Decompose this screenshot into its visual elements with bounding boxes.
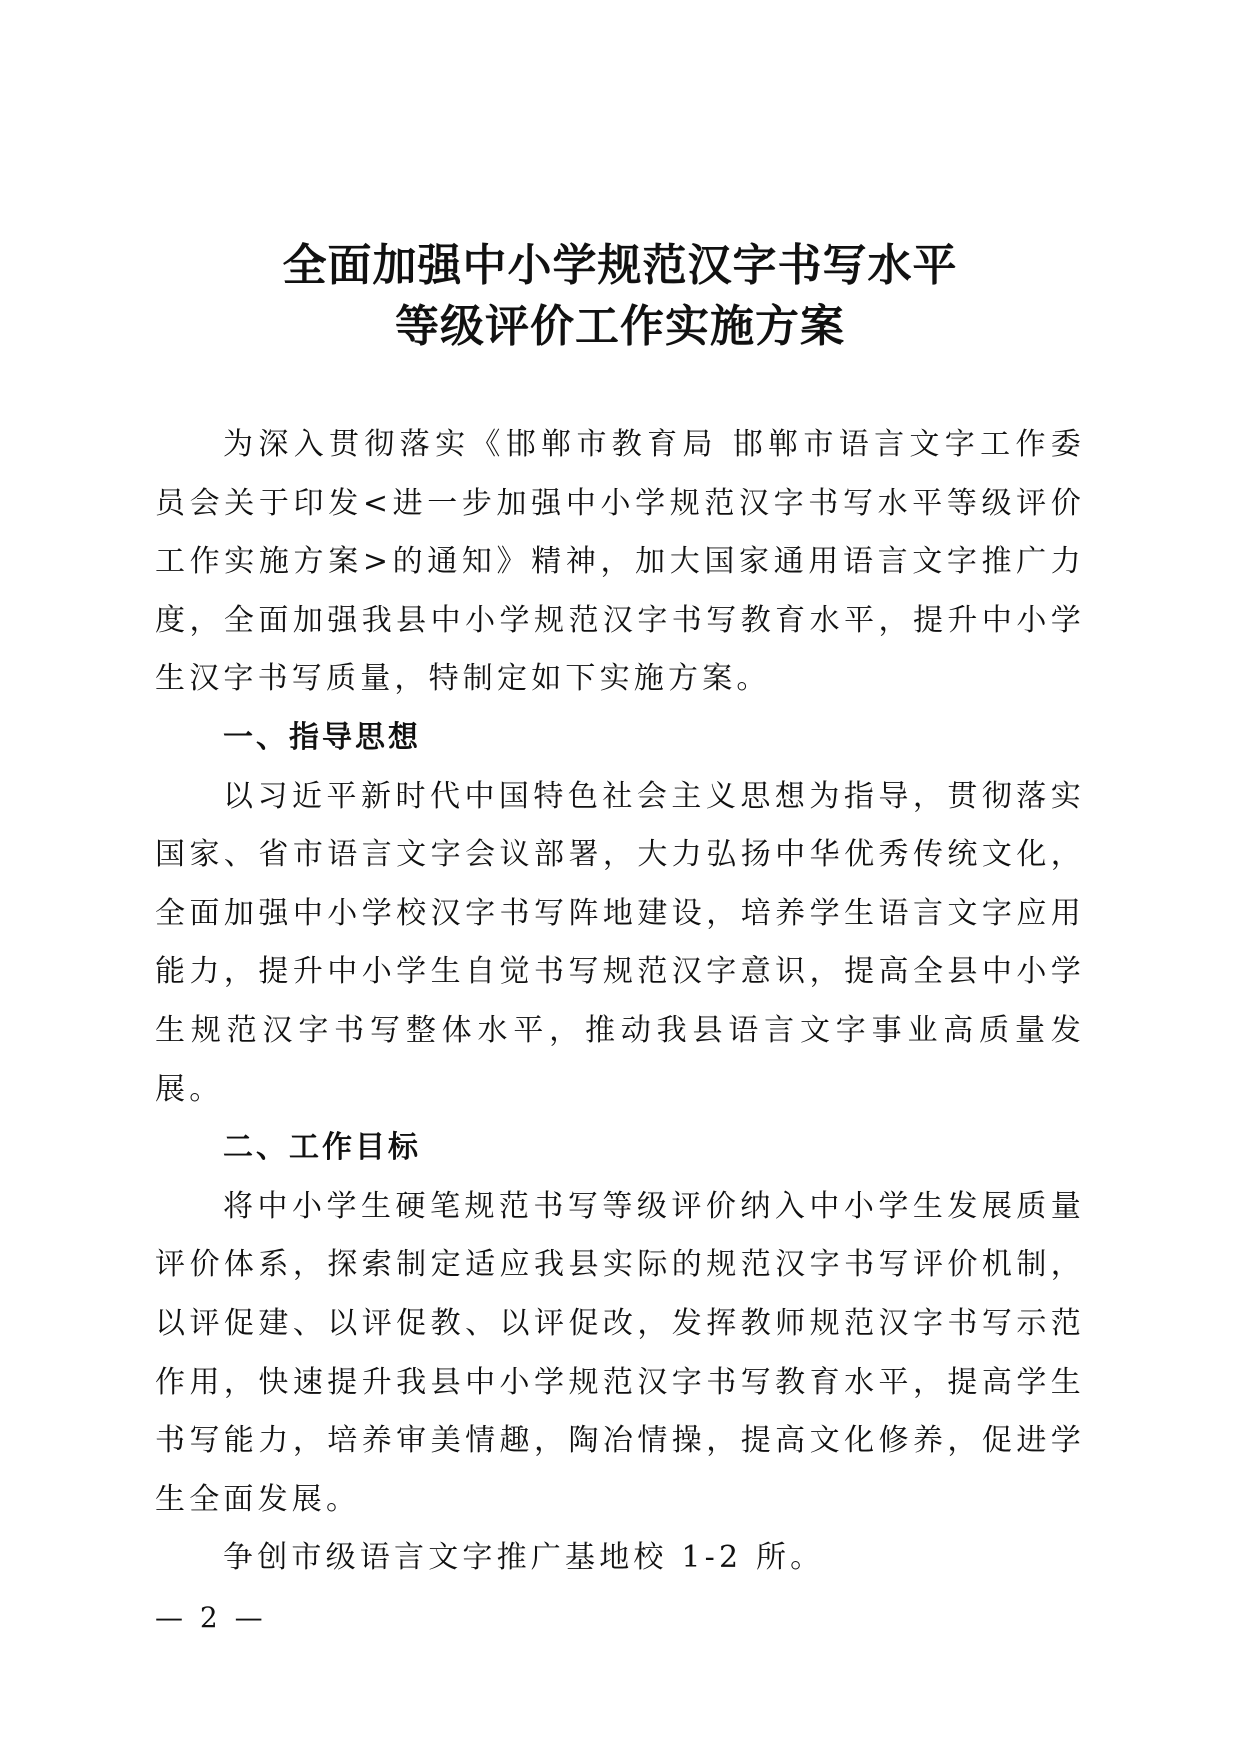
guiding-ideology-paragraph: 以习近平新时代中国特色社会主义思想为指导，贯彻落实国家、省市语言文字会议部署，大力弘扬中华优秀传统文化，全面加强中小学校汉字书写阵地建设，培养学生语言文字应用能力，提升中小学生自觉书写规范汉字意识，提高全县中小学生规范汉字书写整体水平，推动我县语言文字事业高质量发展。 (155, 778, 1085, 1107)
page-number: — 2 — (155, 1601, 267, 1634)
base-school-goal-paragraph: 争创市级语言文字推广基地校 1-2 所。 (223, 1540, 825, 1576)
section-heading-work-goals: 二、工作目标 (223, 1130, 421, 1166)
document-title-line-2: 等级评价工作实施方案 (395, 301, 845, 352)
intro-paragraph: 为深入贯彻落实《邯郸市教育局 邯郸市语言文字工作委员会关于印发<进一步加强中小学规范汉字书写水平等级评价工作实施方案>的通知》精神，加大国家通用语言文字推广力度，全面加强我县中小学规范汉字书写教育水平，提升中小学生汉字书写质量，特制定如下实施方案。 (155, 427, 1085, 697)
work-goals-paragraph: 将中小学生硬笔规范书写等级评价纳入中小学生发展质量评价体系，探索制定适应我县实际的规范汉字书写评价机制，以评促建、以评促教、以评促改，发挥教师规范汉字书写示范作用，快速提升我县中小学规范汉字书写教育水平，提高学生书写能力，培养审美情趣，陶冶情操，提高文化修养，促进学生全面发展。 (155, 1188, 1085, 1517)
document-body (155, 416, 1085, 1588)
section-heading-guiding-ideology: 一、指导思想 (223, 719, 421, 755)
document-title-line-1: 全面加强中小学规范汉字书写水平 (282, 240, 958, 291)
